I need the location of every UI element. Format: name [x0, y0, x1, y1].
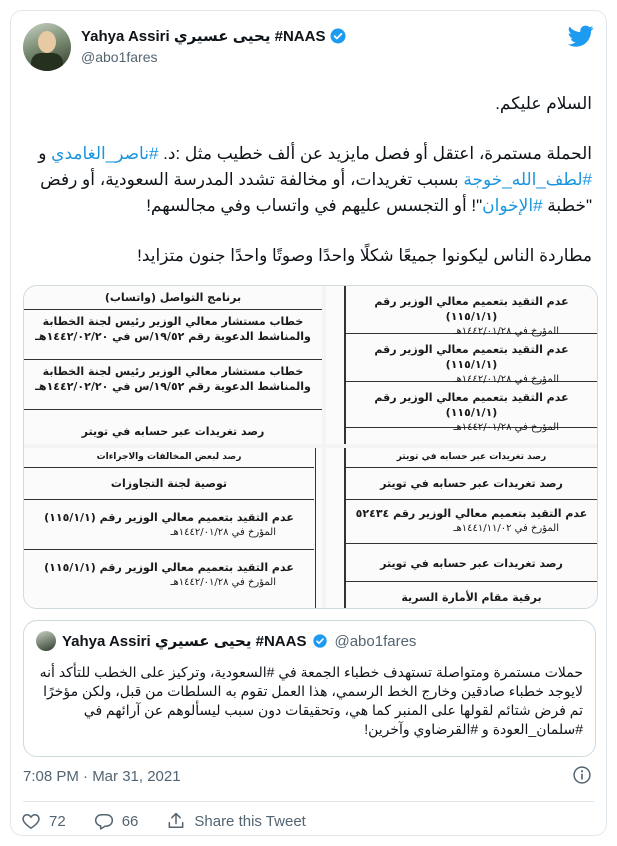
quoted-author-name: Yahya Assiri يحيى عسيري #NAAS: [62, 633, 307, 650]
quoted-author-avatar: [36, 631, 56, 651]
doc-row: [24, 500, 314, 550]
doc-text: عدم التقيد بتعميم معالي الوزير رقم ٥٢٤٣٤: [355, 507, 588, 520]
twitter-bird-icon[interactable]: [568, 23, 594, 49]
table-column-line: [315, 448, 317, 608]
author-name[interactable]: Yahya Assiri يحيى عسيري #NAAS: [81, 28, 326, 45]
doc-text: عدم التقيد بتعميم معالي الوزير رقم (١١٥/١/١): [44, 511, 294, 524]
doc-row: رصد تغريدات عبر حسابه في تويتر: [346, 468, 597, 500]
doc-row: خطاب مستشار معالي الوزير رئيس لجنة الخطابة والمناشط الدعوية رقم ١٩/٥٢/س في ١٤٤٢/٠٢/٢٠هـ: [24, 310, 322, 360]
doc-row: رصد تغريدات عبر حسابه في تويتر: [346, 448, 597, 468]
author-handle[interactable]: @abo1fares: [81, 49, 158, 65]
share-label: Share this Tweet: [194, 812, 306, 830]
para2-text-a: الحملة مستمرة، اعتقل أو فصل مايزيد عن ألف خطيب مثل :د.: [158, 144, 592, 163]
media-image-top-left[interactable]: [24, 286, 322, 444]
media-image-bottom-right[interactable]: [326, 448, 597, 608]
like-count: 72: [49, 812, 66, 830]
doc-date: المؤرخ في ١٤٤٢/٠١/٢٨هـ: [170, 577, 276, 588]
share-icon: [166, 811, 186, 831]
doc-row: [346, 382, 597, 433]
tweet-paragraph-2: [25, 141, 592, 219]
doc-row: برنامج التواصل (واتساب): [24, 286, 322, 310]
tweet-paragraph-3: مطاردة الناس ليكونوا جميعًا شكلًا واحدًا وصوتًا واحدًا جنون متزايد!: [137, 246, 592, 265]
quoted-author-handle: @abo1fares: [334, 632, 417, 650]
doc-row: [346, 334, 597, 385]
reply-count: 66: [121, 812, 139, 830]
like-button[interactable]: [21, 811, 66, 831]
doc-row: رصد لبعض المخالفات والاجراءات: [24, 448, 314, 468]
tweet-timestamp[interactable]: 7:08 PM · Mar 31, 2021: [23, 768, 181, 785]
doc-date: المؤرخ في ١٤٤٢/٠١/٢٨هـ: [453, 422, 559, 433]
doc-row: [346, 500, 597, 544]
doc-row: [24, 550, 314, 600]
share-button[interactable]: [166, 811, 305, 831]
doc-row: رصد تغريدات عبر حسابه في تويتر: [81, 425, 265, 438]
doc-row: برقية مقام الأمارة السرية: [401, 591, 542, 604]
doc-date: المؤرخ في ١٤٤٢/٠١/٢٨هـ: [453, 374, 559, 385]
para2-text-d: "! أو التجسس عليهم في واتساب وفي مجالسهم!: [146, 196, 483, 215]
doc-row: توصية لجنة التجاوزات: [24, 468, 314, 500]
tweet-actions: [21, 808, 334, 834]
table-column-line: [344, 286, 346, 444]
avatar-shirt: [31, 53, 63, 71]
doc-text: عدم التقيد بتعميم معالي الوزير رقم (١١٥/١/١): [374, 391, 569, 419]
media-image-top-right[interactable]: [326, 286, 597, 444]
verified-badge-icon: [312, 633, 328, 649]
author-name-row[interactable]: [81, 27, 347, 45]
hashtag-link-ikhwan[interactable]: #الإخوان: [482, 196, 543, 215]
author-block: [81, 27, 347, 65]
avatar-face: [38, 31, 56, 53]
heart-icon: [21, 811, 41, 831]
quoted-tweet[interactable]: [23, 620, 596, 757]
tweet-header: [23, 23, 594, 83]
doc-text: عدم التقيد بتعميم معالي الوزير رقم (١١٥/١/١): [374, 343, 569, 371]
para2-text-b: و: [38, 144, 52, 163]
verified-badge-icon: [329, 27, 347, 45]
doc-date: المؤرخ في ١٤٤٢/٠١/٢٨هـ: [453, 326, 559, 337]
hashtag-link-lutf[interactable]: #لطف_الله_خوجة: [463, 170, 592, 189]
info-icon[interactable]: [572, 765, 592, 785]
tweet-body: [25, 91, 592, 293]
reply-icon: [94, 811, 114, 831]
hashtag-link-naser[interactable]: #ناصر_الغامدي: [51, 144, 159, 163]
quoted-tweet-header: [36, 631, 416, 651]
reply-button[interactable]: [94, 811, 139, 831]
action-divider: [23, 801, 594, 802]
quoted-tweet-text: حملات مستمرة ومتواصلة تستهدف خطباء الجمعة في #السعودية، وتركيز على الخطب للتأكد أنه لايوجد خطباء صادقين وخارج الخط الرسمي، هذا العمل تقوم به السلطات من قبل، ولكن مؤخرًا تم فرض شتائم لقولها على المنبر كما هي، وتحقيقات دون سبب ليسألوهم عن آرائهم في #سلمان_العودة و #القرضاوي وآخرين!: [39, 664, 583, 737]
doc-text: عدم التقيد بتعميم معالي الوزير رقم (١١٥/١/١): [374, 295, 569, 323]
para2-text-c: بسبب تغريدات، أو مخالفة تشدد المدرسة السعودية، أو رفض "خطبة: [40, 170, 592, 215]
tweet-media[interactable]: [23, 285, 598, 609]
doc-text: عدم التقيد بتعميم معالي الوزير رقم (١١٥/١/١): [44, 561, 294, 574]
table-column-line: [344, 448, 346, 608]
doc-row: خطاب مستشار معالي الوزير رئيس لجنة الخطابة والمناشط الدعوية رقم ١٩/٥٢/س في ١٤٤٢/٠٢/٢٠هـ: [24, 360, 322, 410]
author-avatar[interactable]: [23, 23, 71, 71]
doc-row: [346, 286, 597, 337]
tweet-greeting: السلام عليكم.: [495, 94, 592, 113]
doc-row: رصد تغريدات عبر حسابه في تويتر: [346, 544, 597, 582]
media-image-bottom-left[interactable]: [24, 448, 322, 608]
tweet-card: [10, 10, 607, 836]
doc-date: المؤرخ في ١٤٤٢/٠١/٢٨هـ: [170, 527, 276, 538]
doc-date: المؤرخ في ١٤٤١/١١/٠٢هـ: [453, 523, 559, 534]
